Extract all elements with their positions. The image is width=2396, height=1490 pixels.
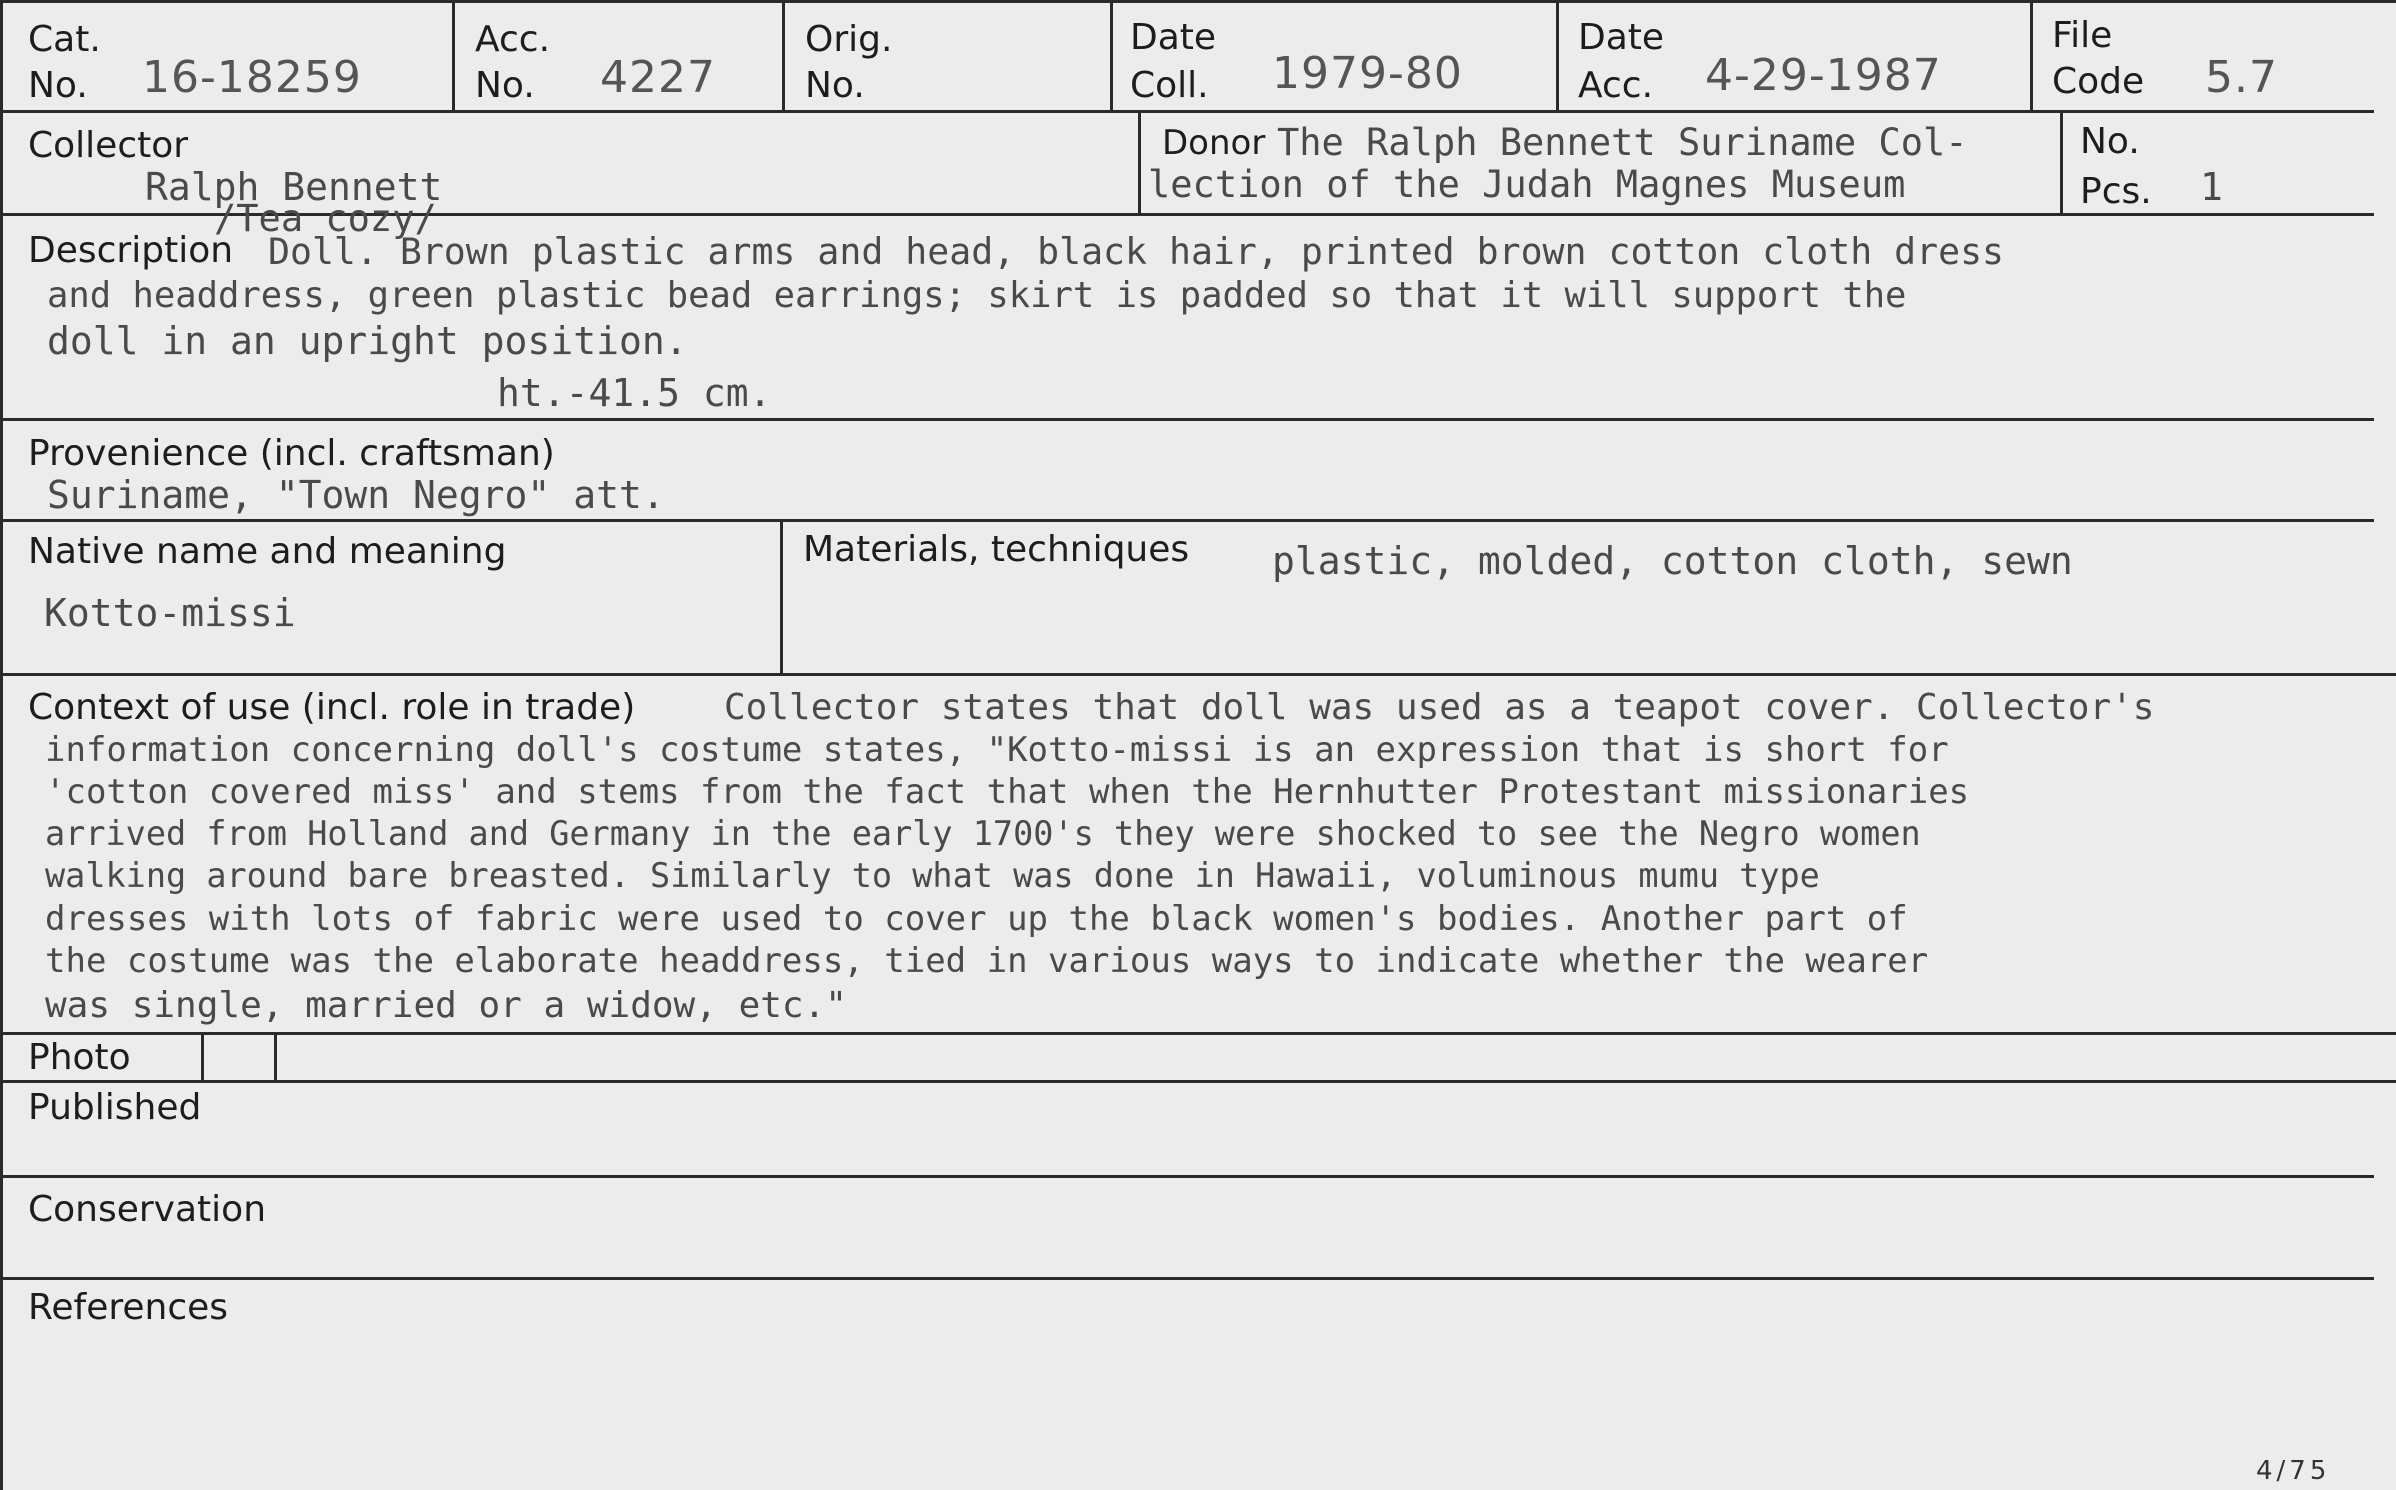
rule-native-materials-div xyxy=(780,519,783,675)
provenience-label: Provenience (incl. craftsman) xyxy=(28,433,555,474)
acc-label-2: No. xyxy=(475,65,535,106)
acc-no-value: 4227 xyxy=(600,52,716,103)
rule-provenience-bottom xyxy=(0,519,2374,522)
photo-label: Photo xyxy=(28,1037,131,1078)
orig-label-1: Orig. xyxy=(805,19,893,60)
references-label: References xyxy=(28,1287,229,1328)
file-code-label-1: File xyxy=(2052,15,2113,56)
collector-value: Ralph Bennett xyxy=(145,165,443,209)
conservation-label: Conservation xyxy=(28,1189,267,1230)
rule-header-div-2 xyxy=(782,0,785,112)
rule-description-bottom xyxy=(0,418,2374,421)
rule-native-bottom xyxy=(0,673,2396,676)
context-line-8: was single, married or a widow, etc." xyxy=(45,985,847,1026)
context-line-4: arrived from Holland and Germany in the early 1700's they were shocked to see the Negro women xyxy=(45,814,1921,853)
native-name-label: Native name and meaning xyxy=(28,531,507,572)
provenience-value: Suriname, "Town Negro" att. xyxy=(47,473,665,517)
description-line-1: Doll. Brown plastic arms and head, black hair, printed brown cotton cloth dress xyxy=(268,230,2005,273)
rule-pieces-left xyxy=(2060,110,2063,216)
rule-header-div-5 xyxy=(2030,0,2033,112)
rule-header-div-1 xyxy=(452,0,455,112)
form-number: 4/75 xyxy=(2256,1456,2331,1486)
cat-no-value: 16-18259 xyxy=(142,52,362,103)
description-height: ht.-41.5 cm. xyxy=(497,371,772,415)
published-label: Published xyxy=(28,1087,202,1128)
description-line-2: and headdress, green plastic bead earrings; skirt is padded so that it will support the xyxy=(47,275,1907,316)
date-acc-label-1: Date xyxy=(1578,17,1665,58)
rule-header-div-4 xyxy=(1556,0,1559,112)
acc-label-1: Acc. xyxy=(475,19,551,60)
rule-context-bottom xyxy=(0,1032,2396,1035)
orig-label-2: No. xyxy=(805,65,865,106)
cat-label-1: Cat. xyxy=(28,19,101,60)
rule-photo-box-1 xyxy=(201,1032,204,1082)
pieces-label-1: No. xyxy=(2080,121,2140,162)
rule-conservation-bottom xyxy=(0,1277,2374,1280)
rule-top-border xyxy=(0,0,2396,3)
rule-header-div-3 xyxy=(1110,0,1113,112)
rule-published-bottom xyxy=(0,1175,2374,1178)
file-code-label-2: Code xyxy=(2052,61,2145,102)
date-coll-label-2: Coll. xyxy=(1130,65,1209,106)
context-line-3: 'cotton covered miss' and stems from the fact that when the Hernhutter Protestant missionaries xyxy=(45,772,1970,812)
context-line-5: walking around bare breasted. Similarly to what was done in Hawaii, voluminous mumu type xyxy=(45,856,1820,895)
context-line-7: the costume was the elaborate headdress, tied in various ways to indicate whether the wearer xyxy=(45,941,1929,981)
native-name-value: Kotto-missi xyxy=(44,591,296,635)
description-label: Description xyxy=(28,230,234,271)
cat-label-2: No. xyxy=(28,65,88,106)
materials-label: Materials, techniques xyxy=(803,529,1190,570)
rule-donor-left xyxy=(1138,110,1141,216)
description-line-3: doll in an upright position. xyxy=(47,319,688,363)
rule-left-border xyxy=(0,0,3,1490)
donor-line-1: The Ralph Bennett Suriname Col- xyxy=(1277,121,1968,164)
donor-line-2: lection of the Judah Magnes Museum xyxy=(1148,163,1906,206)
date-coll-label-1: Date xyxy=(1130,17,1217,58)
file-code-value: 5.7 xyxy=(2205,52,2278,103)
context-line-6: dresses with lots of fabric were used to cover up the black women's bodies. Another part of xyxy=(45,899,1908,939)
materials-value: plastic, molded, cotton cloth, sewn xyxy=(1272,539,2073,583)
rule-header-bottom xyxy=(0,110,2374,113)
rule-photo-box-2 xyxy=(274,1032,277,1082)
context-line-2: information concerning doll's costume states, "Kotto-missi is an expression that is short for xyxy=(45,730,1949,770)
description-insertion: /Tea cozy/ xyxy=(214,197,437,240)
pieces-value: 1 xyxy=(2200,165,2223,209)
date-coll-value: 1979-80 xyxy=(1272,48,1463,99)
context-label: Context of use (incl. role in trade) xyxy=(28,687,636,728)
rule-photo-bottom xyxy=(0,1080,2396,1083)
donor-label: Donor xyxy=(1162,123,1266,163)
collector-label: Collector xyxy=(28,125,189,166)
date-acc-label-2: Acc. xyxy=(1578,65,1654,106)
context-line-1: Collector states that doll was used as a teapot cover. Collector's xyxy=(724,687,2155,728)
date-acc-value: 4-29-1987 xyxy=(1705,50,1942,101)
pieces-label-2: Pcs. xyxy=(2080,171,2152,212)
